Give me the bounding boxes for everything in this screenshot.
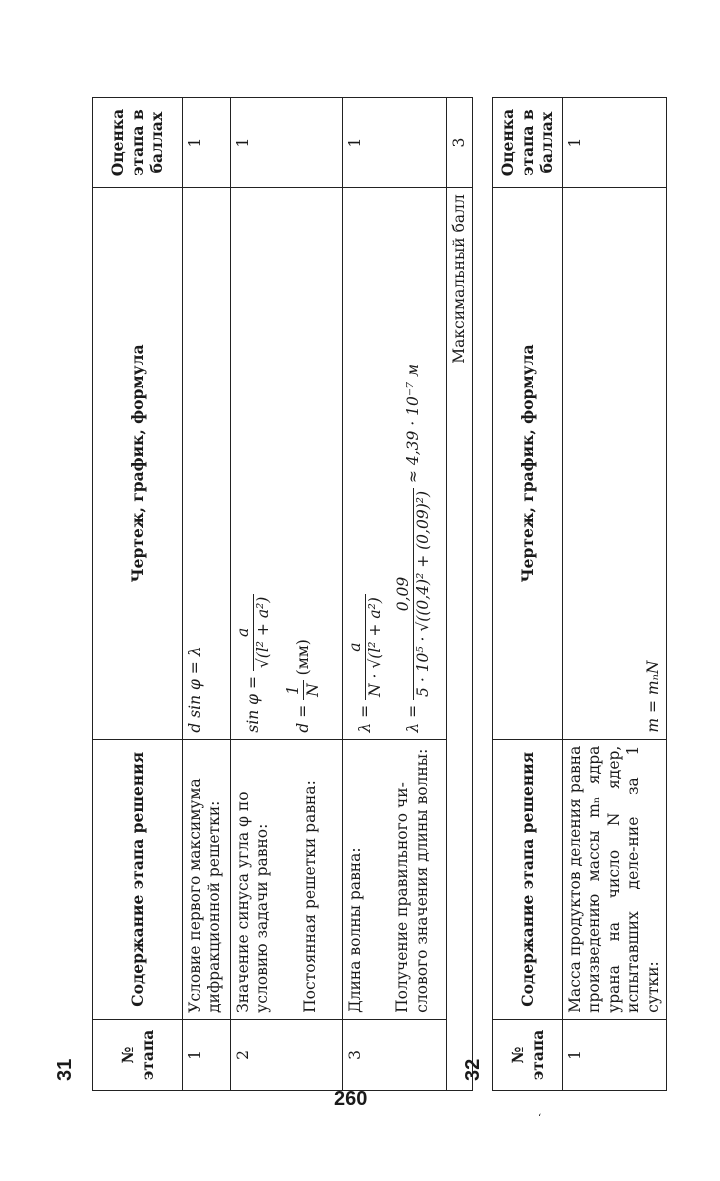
formula-prefix: sin φ = xyxy=(243,676,262,733)
stage-content xyxy=(343,739,447,1019)
stage-score: 1 xyxy=(231,98,343,188)
header-score: Оценка этапа в баллах xyxy=(493,98,563,188)
stage-formula xyxy=(343,188,447,739)
header-formula: Чертеж, график, формула xyxy=(93,188,183,739)
stage-content-a: Длина волны равна: xyxy=(346,847,364,1013)
header-content: Содержание этапа решения xyxy=(493,739,563,1019)
stage-content: Масса продуктов деления равна произведению массы mₙ ядра урана на число N ядер, испытавших деле-ние за 1 сутки: xyxy=(563,739,667,1019)
stage-formula: d sin φ = λ xyxy=(183,188,231,739)
header-stage: № этапа xyxy=(493,1019,563,1090)
fraction xyxy=(346,594,386,700)
max-score-label: Максимальный балл xyxy=(447,188,473,1091)
formula-suffix: (мм) xyxy=(293,639,312,676)
formula-prefix: λ = xyxy=(403,704,422,733)
stage-content: Условие первого максимума дифракционной решетки: xyxy=(183,739,231,1019)
stage-content xyxy=(231,739,343,1019)
stage-number: 1 xyxy=(183,1019,231,1090)
stage-score: 1 xyxy=(183,98,231,188)
formula-prefix: λ = xyxy=(355,704,374,733)
stage-content-b: Получение правильного чи-слового значения длины волны: xyxy=(393,748,431,1013)
stage-number: 1 xyxy=(563,1019,667,1090)
numerator: 0,09 xyxy=(394,488,414,700)
header-formula: Чертеж, график, формула xyxy=(493,188,563,739)
stage-content-b: Постоянная решетки равна: xyxy=(300,780,319,1013)
stray-mark: ‘ xyxy=(538,1113,542,1124)
denominator: N xyxy=(304,683,323,697)
formula-prefix: d = xyxy=(293,704,312,733)
header-stage: № этапа xyxy=(93,1019,183,1090)
fraction xyxy=(234,594,274,671)
numerator: 1 xyxy=(284,680,304,700)
numerator: a xyxy=(346,594,366,700)
max-score-row xyxy=(447,98,473,1091)
problem-32-table xyxy=(492,97,667,1091)
header-score: Оценка этапа в баллах xyxy=(93,98,183,188)
table-row xyxy=(563,98,667,1091)
table-row xyxy=(231,98,343,1091)
stage-number: 3 xyxy=(343,1019,447,1090)
fraction xyxy=(284,680,324,700)
problem-31-number: 31 xyxy=(54,1058,76,1081)
denominator: √(l² + a²) xyxy=(254,596,273,669)
page-number: 260 xyxy=(334,1088,368,1110)
problem-32-number: 32 xyxy=(462,1058,484,1081)
problem-31-table xyxy=(92,97,473,1091)
denominator: 5 · 10⁵ · √((0,4)² + (0,09)²) xyxy=(414,491,433,697)
header-content: Содержание этапа решения xyxy=(93,739,183,1019)
table-row xyxy=(343,98,447,1091)
stage-content-a: Значение синуса угла φ по условию задачи равно: xyxy=(234,791,272,1013)
formula-suffix: ≈ 4,39 · 10⁻⁷ м xyxy=(403,363,422,484)
stage-score: 1 xyxy=(343,98,447,188)
table-row xyxy=(183,98,231,1091)
max-score-value: 3 xyxy=(447,98,473,188)
fraction xyxy=(394,488,434,700)
stage-formula: m = mₙN xyxy=(563,188,667,739)
stage-number: 2 xyxy=(231,1019,343,1090)
stage-formula xyxy=(231,188,343,739)
numerator: a xyxy=(234,594,254,671)
stage-score: 1 xyxy=(563,98,667,188)
denominator: N · √(l² + a²) xyxy=(366,597,385,697)
